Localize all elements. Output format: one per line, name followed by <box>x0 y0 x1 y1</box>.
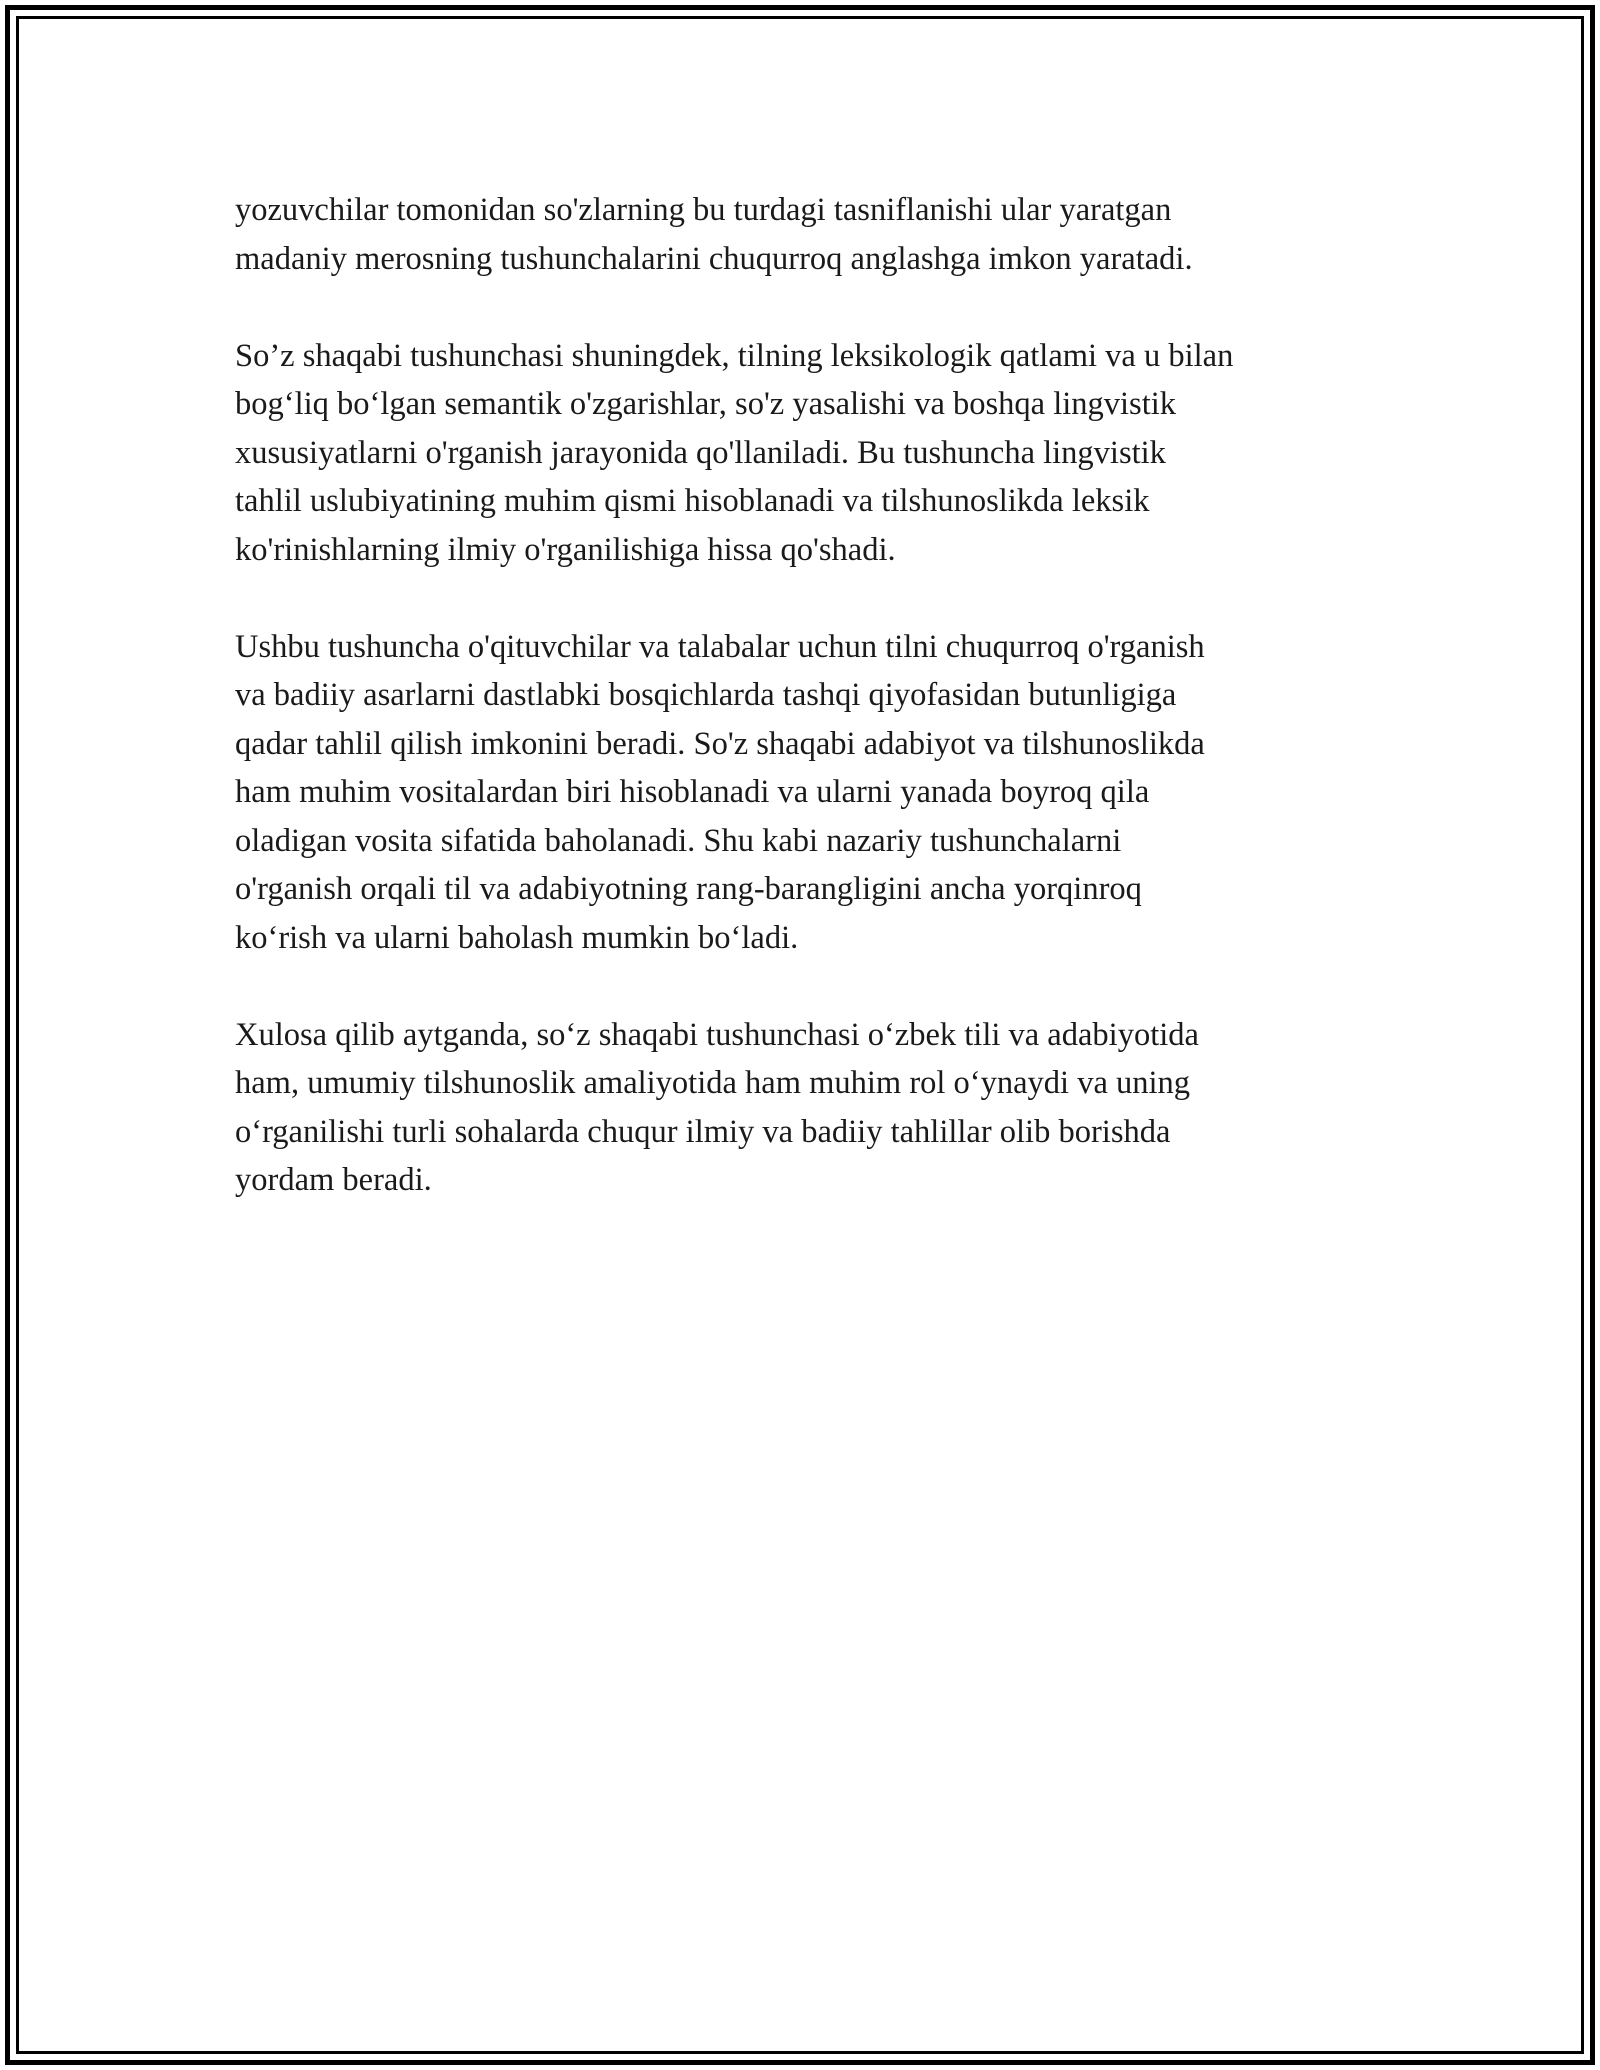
document-body <box>235 186 1375 1253</box>
text-line: oladigan vosita sifatida baholanadi. Shu kabi nazariy tushunchalarni <box>235 822 1122 859</box>
paragraph-4 <box>235 1011 1375 1205</box>
text-line: ko'rinishlarning ilmiy o'rganilishiga hissa qo'shadi. <box>235 531 896 568</box>
text-line: ko‘rish va ularni baholash mumkin bo‘ladi. <box>235 919 799 956</box>
paragraph-3 <box>235 623 1375 963</box>
text-line: o‘rganilishi turli sohalarda chuqur ilmiy va badiiy tahlillar olib borishda <box>235 1113 1171 1150</box>
text-line: yordam beradi. <box>235 1162 432 1198</box>
paragraph-2 <box>235 332 1375 575</box>
text-line: o'rganish orqali til va adabiyotning rang-barangligini ancha yorqinroq <box>235 871 1142 907</box>
text-line: So’z shaqabi tushunchasi shuningdek, tilning leksikologik qatlami va u bilan <box>235 337 1234 374</box>
text-line: bog‘liq bo‘lgan semantik o'zgarishlar, so'z yasalishi va boshqa lingvistik <box>235 386 1177 422</box>
text-line: madaniy merosning tushunchalarini chuqurroq anglashga imkon yaratadi. <box>235 240 1193 277</box>
text-line: ham, umumiy tilshunoslik amaliyotida ham muhim rol o‘ynaydi va uning <box>235 1065 1191 1101</box>
text-line: va badiiy asarlarni dastlabki bosqichlarda tashqi qiyofasidan butunligiga <box>235 677 1177 713</box>
text-line: xususiyatlarni o'rganish jarayonida qo'llaniladi. Bu tushuncha lingvistik <box>235 434 1166 471</box>
text-line: Ushbu tushuncha o'qituvchilar va talabalar uchun tilni chuqurroq o'rganish <box>235 628 1205 665</box>
text-line: ham muhim vositalardan biri hisoblanadi va ularni yanada boyroq qila <box>235 774 1150 810</box>
text-line: tahlil uslubiyatining muhim qismi hisoblanadi va tilshunoslikda leksik <box>235 483 1150 519</box>
text-line: Xulosa qilib aytganda, so‘z shaqabi tushunchasi o‘zbek tili va adabiyotida <box>235 1016 1199 1053</box>
text-line: yozuvchilar tomonidan so'zlarning bu turdagi tasniflanishi ular yaratgan <box>235 192 1172 228</box>
text-line: qadar tahlil qilish imkonini beradi. So'z shaqabi adabiyot va tilshunoslikda <box>235 725 1205 762</box>
paragraph-1 <box>235 186 1375 283</box>
